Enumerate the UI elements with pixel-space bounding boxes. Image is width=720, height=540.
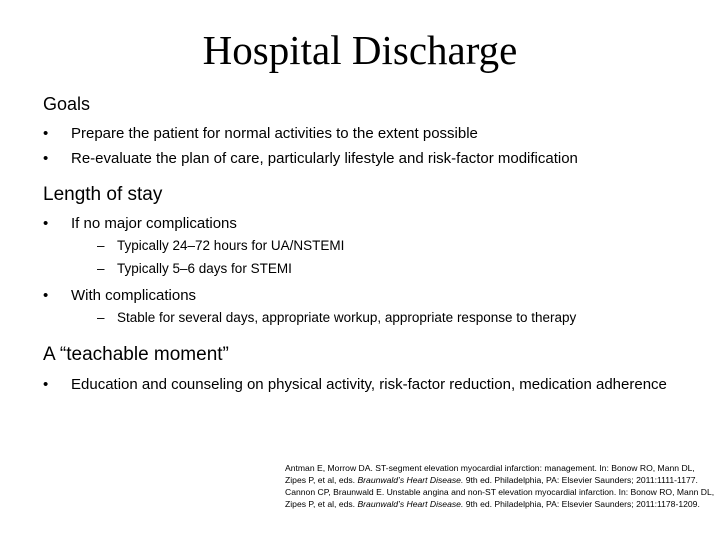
reference-antman: [285, 462, 715, 486]
sub-bullet-text: Stable for several days, appropriate workup, appropriate response to therapy: [117, 310, 577, 325]
teachable-moment-heading: A “teachable moment”: [43, 344, 229, 365]
bullet-icon: •: [43, 376, 49, 393]
length-of-stay-heading: Length of stay: [43, 184, 163, 205]
references: [285, 462, 715, 510]
bullet-text: Education and counseling on physical activity, risk-factor reduction, medication adherence: [71, 376, 667, 393]
reference-text: 9th ed. Philadelphia, PA: Elsevier Saunders; 2011:1178-1209.: [463, 499, 700, 509]
bullet-text: Re-evaluate the plan of care, particularly lifestyle and risk-factor modification: [71, 150, 578, 167]
reference-text: 9th ed. Philadelphia, PA: Elsevier Saunders; 2011:1111-1177.: [463, 475, 698, 485]
bullet-icon: •: [43, 287, 49, 304]
sub-bullet-text: Typically 5–6 days for STEMI: [117, 261, 292, 276]
bullet-icon: •: [43, 150, 49, 167]
goals-heading: Goals: [43, 94, 91, 114]
bullet-text: Prepare the patient for normal activities to the extent possible: [71, 125, 478, 142]
reference-book-title: Braunwald’s Heart Disease.: [357, 475, 464, 485]
bullet-text: If no major complications: [71, 215, 237, 232]
bullet-text: With complications: [71, 287, 197, 304]
dash-icon: –: [97, 238, 105, 253]
reference-text: Cannon CP, Braunwald E. Unstable angina and non-ST elevation myocardial infarction. In: Bonow RO, Mann DL, Zipes P, et al, eds.: [285, 487, 715, 509]
reference-text: Antman E, Morrow DA. ST-segment elevation myocardial infarction: management. In: Bonow RO, Mann DL, Zipes P, et al, eds.: [285, 463, 695, 485]
dash-icon: –: [97, 261, 105, 276]
bullet-icon: •: [43, 215, 49, 232]
dash-icon: –: [97, 310, 105, 325]
slide-title: Hospital Discharge: [202, 27, 518, 73]
bullet-icon: •: [43, 125, 49, 142]
sub-bullet-text: Typically 24–72 hours for UA/NSTEMI: [117, 238, 345, 253]
reference-cannon: [285, 486, 715, 510]
reference-book-title: Braunwald’s Heart Disease.: [357, 499, 464, 509]
